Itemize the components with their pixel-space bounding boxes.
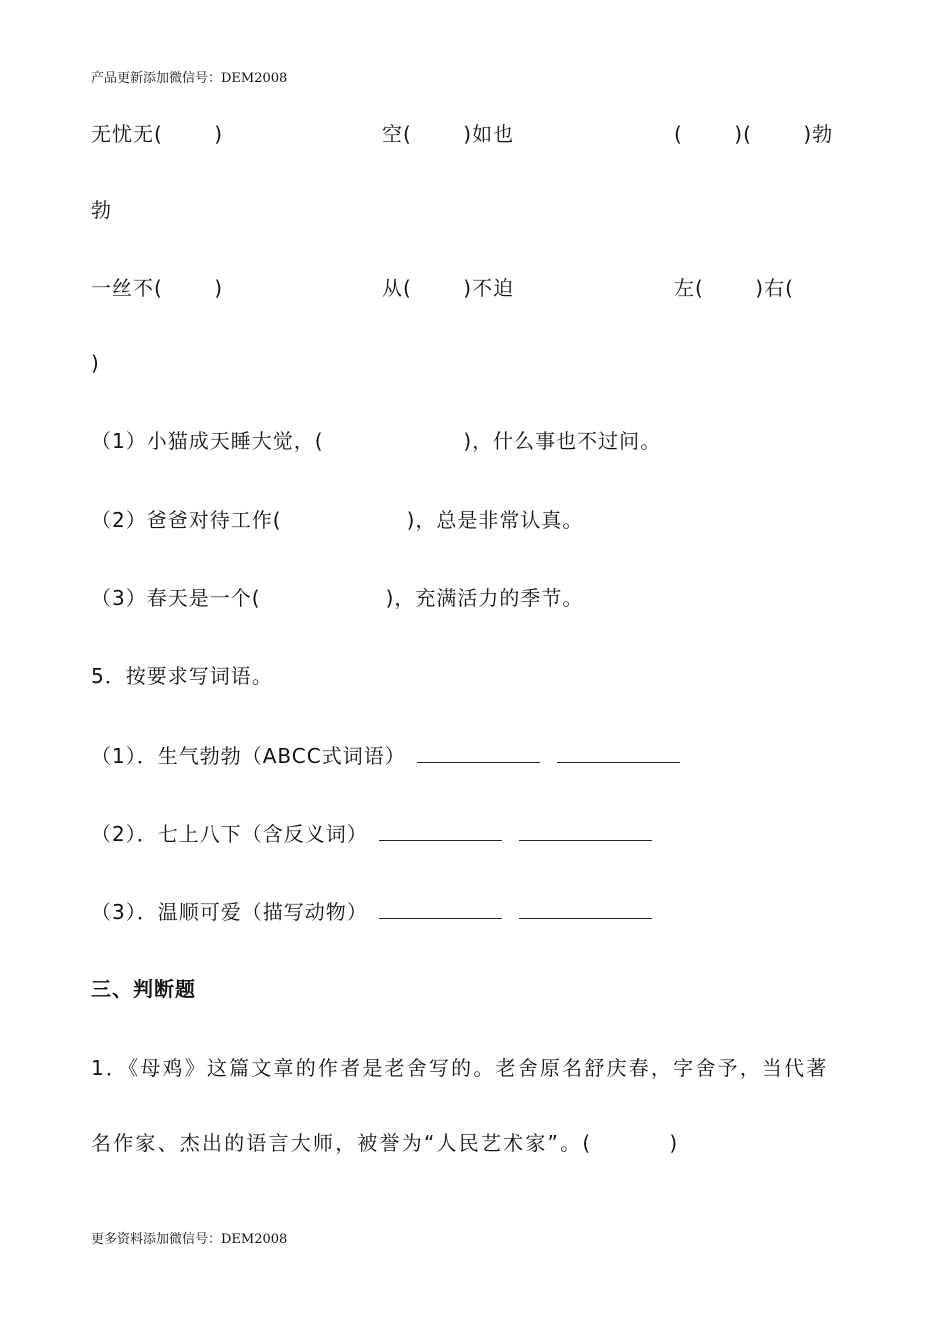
- section-3-title: 三、判断题: [91, 977, 196, 1001]
- idiom-row2-wrap: ): [91, 351, 100, 375]
- answer-blank[interactable]: [417, 742, 540, 763]
- answer-blank[interactable]: [557, 742, 680, 763]
- idiom-row2-b: 从( )不迫: [382, 276, 515, 300]
- page-header: 产品更新添加微信号：DEM2008: [91, 71, 288, 86]
- q5-item-3-label: （3）．温顺可爱（描写动物）: [91, 900, 368, 924]
- q5-item-3: [91, 898, 652, 925]
- answer-blank[interactable]: [379, 820, 502, 841]
- q5-item-2-label: （2）．七上八下（含反义词）: [91, 822, 368, 846]
- fill-sentence-3: （3）春天是一个( )，充满活力的季节。: [91, 586, 584, 610]
- idiom-row1-a: 无忧无( ): [91, 122, 224, 146]
- answer-blank[interactable]: [519, 820, 652, 841]
- q5-item-1-label: （1）．生气勃勃（ABCC式词语）: [91, 744, 406, 768]
- fill-sentence-1: （1）小猫成天睡大觉，( )，什么事也不过问。: [91, 429, 662, 453]
- q5-item-1: [91, 742, 680, 769]
- tf-question-1-line-2: 名作家、杰出的语言大师，被誉为“人民艺术家”。( ): [91, 1131, 680, 1155]
- q5-title: 5．按要求写词语。: [91, 664, 273, 688]
- q5-item-2: [91, 820, 652, 847]
- idiom-row1-b: 空( )如也: [382, 122, 515, 146]
- idiom-row1-c: ( )( )勃: [674, 122, 834, 146]
- idiom-row2-a: 一丝不( ): [91, 276, 224, 300]
- idiom-row1-wrap: 勃: [91, 198, 112, 222]
- tf-question-1-line-1: 1．《母鸡》这篇文章的作者是老舍写的。老舍原名舒庆春，字舍予，当代著: [91, 1056, 829, 1080]
- idiom-row2-c: 左( )右(: [674, 276, 794, 300]
- page-footer: 更多资料添加微信号：DEM2008: [91, 1232, 288, 1247]
- answer-blank[interactable]: [379, 898, 502, 919]
- fill-sentence-2: （2）爸爸对待工作( )，总是非常认真。: [91, 508, 584, 532]
- answer-blank[interactable]: [519, 898, 652, 919]
